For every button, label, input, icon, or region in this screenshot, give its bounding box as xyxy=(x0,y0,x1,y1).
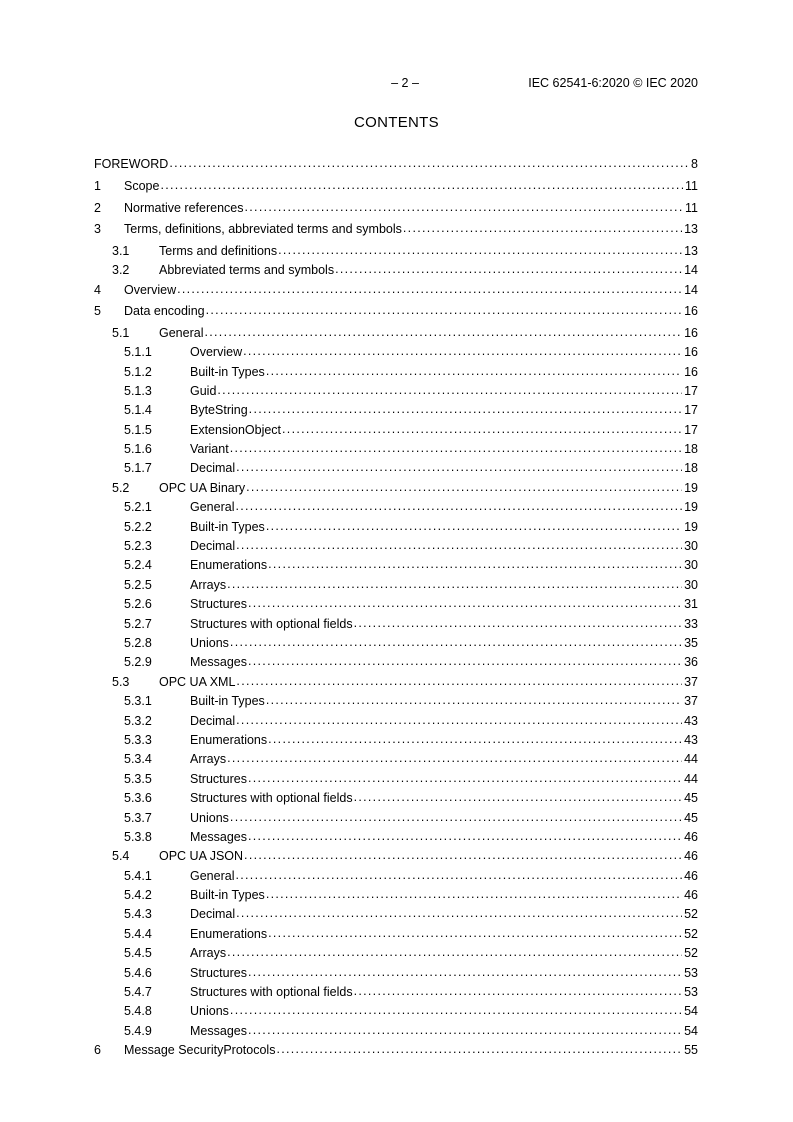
toc-entry-title: Scope xyxy=(124,179,160,193)
toc-entry[interactable] xyxy=(94,907,698,926)
toc-entry-title: Structures xyxy=(190,965,247,980)
dot-leader xyxy=(235,868,682,882)
toc-entry[interactable] xyxy=(94,263,698,282)
toc-entry-page: 36 xyxy=(684,655,698,670)
toc-entry-number: 5.4 xyxy=(112,849,130,864)
dot-leader xyxy=(268,926,682,940)
toc-entry[interactable] xyxy=(94,927,698,946)
dot-leader xyxy=(230,635,682,649)
toc-entry-number: 5.3.1 xyxy=(124,694,152,709)
dot-leader xyxy=(177,282,682,296)
toc-entry-number: 5.4.2 xyxy=(124,888,152,903)
toc-entry-title: Message SecurityProtocols xyxy=(124,1043,276,1058)
toc-entry-page: 43 xyxy=(684,732,698,747)
dot-leader xyxy=(282,422,682,436)
toc-entry-number: 5.2.5 xyxy=(124,577,152,592)
toc-entry-page: 53 xyxy=(684,965,698,980)
toc-entry-page: 44 xyxy=(684,771,698,786)
toc-entry-number: 5 xyxy=(94,304,101,319)
dot-leader xyxy=(230,441,682,455)
toc-entry-number: 1 xyxy=(94,179,101,193)
toc-entry-page: 37 xyxy=(684,694,698,709)
toc-entry-number: 5.1.4 xyxy=(124,403,152,418)
dot-leader xyxy=(248,829,682,843)
toc-entry[interactable] xyxy=(94,733,698,752)
dot-leader xyxy=(354,984,683,998)
toc-entry-number: 5.1.6 xyxy=(124,442,152,457)
toc-entry-number: 5.2.6 xyxy=(124,597,152,612)
toc-entry-title: Built-in Types xyxy=(190,364,265,379)
toc-entry-page: 16 xyxy=(684,345,698,360)
toc-entry-number: 5.2.3 xyxy=(124,539,152,554)
toc-entry-page: 19 xyxy=(684,480,698,495)
toc-entry-page: 18 xyxy=(684,442,698,457)
toc-entry-number: 5.1.2 xyxy=(124,364,152,379)
toc-entry-page: 11 xyxy=(685,179,698,193)
toc-entry-number: 5.4.3 xyxy=(124,907,152,922)
table-of-contents xyxy=(94,157,698,1065)
toc-entry-page: 30 xyxy=(684,558,698,573)
toc-entry-number: 5.3.5 xyxy=(124,771,152,786)
toc-entry[interactable] xyxy=(94,655,698,674)
toc-entry-number: 5.4.4 xyxy=(124,926,152,941)
toc-entry-number: 5.1.7 xyxy=(124,461,152,476)
toc-entry-page: 46 xyxy=(684,888,698,903)
toc-entry-page: 14 xyxy=(684,282,698,297)
toc-entry-title: Terms, definitions, abbreviated terms and symbols xyxy=(124,222,402,237)
toc-entry-number: 3 xyxy=(94,222,101,237)
dot-leader xyxy=(236,538,682,552)
toc-entry-number: 5.3.7 xyxy=(124,810,152,825)
toc-entry[interactable] xyxy=(94,791,698,810)
document-reference: IEC 62541-6:2020 © IEC 2020 xyxy=(528,76,698,90)
toc-entry-page: 17 xyxy=(684,403,698,418)
toc-entry[interactable] xyxy=(94,772,698,791)
toc-entry[interactable] xyxy=(94,326,698,345)
dot-leader xyxy=(268,732,682,746)
toc-entry-page: 45 xyxy=(684,791,698,806)
toc-entry-page: 52 xyxy=(684,907,698,922)
toc-entry[interactable] xyxy=(94,201,698,223)
toc-entry-number: 5.2 xyxy=(112,480,130,495)
toc-entry-number: 5.3.6 xyxy=(124,791,152,806)
dot-leader xyxy=(160,178,683,192)
toc-entry[interactable] xyxy=(94,694,698,713)
dot-leader xyxy=(227,751,682,765)
toc-entry-page: 18 xyxy=(684,461,698,476)
toc-entry-title: Built-in Types xyxy=(190,888,265,903)
toc-entry[interactable] xyxy=(94,283,698,305)
toc-entry-page: 19 xyxy=(684,519,698,534)
dot-leader xyxy=(236,906,682,920)
dot-leader xyxy=(246,480,682,494)
toc-entry-number: 4 xyxy=(94,282,101,297)
toc-entry-title: Enumerations xyxy=(190,926,268,941)
toc-entry-title: Arrays xyxy=(190,577,227,592)
toc-entry-title: Decimal xyxy=(190,713,236,728)
toc-entry[interactable] xyxy=(94,384,698,403)
dot-leader xyxy=(169,156,689,170)
dot-leader xyxy=(236,460,682,474)
toc-entry-page: 31 xyxy=(684,597,698,612)
toc-entry-title: Terms and definitions xyxy=(159,243,278,258)
dot-leader xyxy=(235,499,682,513)
toc-entry-title: FOREWORD xyxy=(94,157,169,171)
dot-leader xyxy=(248,771,682,785)
dot-leader xyxy=(244,848,682,862)
toc-entry-number: 5.3.3 xyxy=(124,732,152,747)
dot-leader xyxy=(266,693,682,707)
toc-entry-page: 46 xyxy=(684,829,698,844)
toc-entry-title: Unions xyxy=(190,636,229,650)
toc-entry-title: Decimal xyxy=(190,539,236,554)
dot-leader xyxy=(266,519,682,533)
dot-leader xyxy=(354,616,683,630)
toc-entry-page: 52 xyxy=(684,946,698,961)
toc-entry-number: 5.4.6 xyxy=(124,965,152,980)
toc-entry-page: 17 xyxy=(684,422,698,437)
toc-entry[interactable] xyxy=(94,304,698,326)
toc-entry-title: Structures with optional fields xyxy=(190,616,353,631)
toc-entry-title: Structures xyxy=(190,597,247,612)
toc-entry-title: ByteString xyxy=(190,403,248,418)
page-number: – 2 – xyxy=(391,76,419,90)
toc-entry-number: 5.1.5 xyxy=(124,422,152,437)
toc-entry[interactable] xyxy=(94,558,698,577)
dot-leader xyxy=(266,364,682,378)
toc-entry[interactable] xyxy=(94,1024,698,1043)
toc-entry-number: 5.1.3 xyxy=(124,383,152,398)
toc-entry[interactable] xyxy=(94,946,698,965)
toc-entry-title: Data encoding xyxy=(124,304,205,319)
toc-entry[interactable] xyxy=(94,1004,698,1023)
dot-leader xyxy=(243,344,682,358)
toc-entry-page: 53 xyxy=(684,985,698,1000)
toc-entry-page: 11 xyxy=(685,200,698,215)
toc-entry[interactable] xyxy=(94,675,698,694)
toc-entry-page: 19 xyxy=(684,500,698,515)
dot-leader xyxy=(276,1042,682,1056)
toc-entry-title: OPC UA JSON xyxy=(159,849,244,864)
dot-leader xyxy=(230,810,682,824)
toc-entry-page: 16 xyxy=(684,304,698,319)
toc-entry-number: 5.2.9 xyxy=(124,655,152,670)
toc-entry-page: 14 xyxy=(684,263,698,278)
toc-entry[interactable] xyxy=(94,222,698,244)
toc-entry-number: 5.1.1 xyxy=(124,345,152,360)
toc-entry-page: 37 xyxy=(684,674,698,689)
toc-entry-title: General xyxy=(190,868,235,883)
toc-entry[interactable] xyxy=(94,985,698,1004)
dot-leader xyxy=(248,965,682,979)
toc-entry[interactable] xyxy=(94,1043,698,1065)
toc-entry-page: 16 xyxy=(684,364,698,379)
dot-leader xyxy=(236,713,682,727)
toc-entry-page: 16 xyxy=(684,325,698,340)
toc-entry[interactable] xyxy=(94,461,698,480)
toc-entry[interactable] xyxy=(94,597,698,616)
toc-entry[interactable] xyxy=(94,365,698,384)
toc-entry[interactable] xyxy=(94,500,698,519)
toc-entry-number: 5.3 xyxy=(112,674,130,689)
toc-entry-title: Messages xyxy=(190,655,247,670)
toc-entry-title: Enumerations xyxy=(190,558,268,573)
toc-entry-title: Decimal xyxy=(190,907,236,922)
dot-leader xyxy=(206,303,682,317)
toc-entry-title: Unions xyxy=(190,1004,229,1019)
toc-entry[interactable] xyxy=(94,481,698,500)
page-header xyxy=(0,76,793,92)
toc-entry-title: Built-in Types xyxy=(190,694,265,709)
toc-entry-title: OPC UA Binary xyxy=(159,480,246,495)
toc-entry-title: General xyxy=(159,325,204,340)
toc-entry-page: 55 xyxy=(684,1043,698,1058)
dot-leader xyxy=(248,1023,682,1037)
toc-entry-title: OPC UA XML xyxy=(159,674,236,689)
toc-entry-title: Overview xyxy=(190,345,243,360)
toc-entry-page: 46 xyxy=(684,849,698,864)
contents-title: CONTENTS xyxy=(354,114,439,131)
toc-entry-number: 5.3.8 xyxy=(124,829,152,844)
toc-entry-page: 13 xyxy=(684,243,698,258)
dot-leader xyxy=(268,557,682,571)
toc-entry-number: 3.1 xyxy=(112,243,130,258)
toc-entry-page: 45 xyxy=(684,810,698,825)
toc-entry-page: 17 xyxy=(684,383,698,398)
dot-leader xyxy=(266,887,682,901)
toc-entry-page: 30 xyxy=(684,539,698,554)
toc-entry[interactable] xyxy=(94,442,698,461)
toc-entry[interactable] xyxy=(94,869,698,888)
toc-entry-page: 35 xyxy=(684,636,698,650)
toc-entry[interactable] xyxy=(94,849,698,868)
toc-entry-number: 2 xyxy=(94,200,101,215)
toc-entry-page: 8 xyxy=(691,157,698,171)
toc-entry-title: Guid xyxy=(190,383,217,398)
toc-entry-title: Messages xyxy=(190,829,247,844)
dot-leader xyxy=(403,221,682,235)
toc-entry[interactable] xyxy=(94,403,698,422)
toc-entry-title: Normative references xyxy=(124,200,244,215)
toc-entry-page: 44 xyxy=(684,752,698,767)
toc-entry[interactable] xyxy=(94,752,698,771)
toc-entry-title: Built-in Types xyxy=(190,519,265,534)
toc-entry[interactable] xyxy=(94,888,698,907)
dot-leader xyxy=(278,243,682,257)
dot-leader xyxy=(354,790,683,804)
toc-entry-number: 5.4.8 xyxy=(124,1004,152,1019)
toc-entry-page: 33 xyxy=(684,616,698,631)
toc-entry-title: Overview xyxy=(124,282,177,297)
toc-entry-title: Messages xyxy=(190,1023,247,1038)
toc-entry-title: Enumerations xyxy=(190,732,268,747)
toc-entry[interactable] xyxy=(94,578,698,597)
toc-entry-page: 54 xyxy=(684,1004,698,1019)
dot-leader xyxy=(204,325,682,339)
dot-leader xyxy=(335,262,682,276)
toc-entry-title: Structures with optional fields xyxy=(190,985,353,1000)
dot-leader xyxy=(248,596,682,610)
toc-entry-number: 5.2.2 xyxy=(124,519,152,534)
toc-entry-page: 43 xyxy=(684,713,698,728)
toc-entry[interactable] xyxy=(94,157,698,179)
toc-entry-number: 5.4.5 xyxy=(124,946,152,961)
toc-entry[interactable] xyxy=(94,714,698,733)
toc-entry[interactable] xyxy=(94,179,698,201)
toc-entry-page: 13 xyxy=(684,222,698,237)
dot-leader xyxy=(227,577,682,591)
toc-entry-number: 5.1 xyxy=(112,325,130,340)
toc-entry-title: Decimal xyxy=(190,461,236,476)
toc-entry-page: 52 xyxy=(684,926,698,941)
toc-entry[interactable] xyxy=(94,520,698,539)
dot-leader xyxy=(236,674,682,688)
toc-entry-number: 5.3.4 xyxy=(124,752,152,767)
toc-entry-number: 5.2.8 xyxy=(124,636,152,650)
toc-entry-title: Variant xyxy=(190,442,229,457)
dot-leader xyxy=(249,402,682,416)
toc-entry-page: 30 xyxy=(684,577,698,592)
toc-entry[interactable] xyxy=(94,244,698,263)
toc-entry-title: ExtensionObject xyxy=(190,422,282,437)
toc-entry-number: 5.4.7 xyxy=(124,985,152,1000)
toc-entry-number: 5.4.9 xyxy=(124,1023,152,1038)
toc-entry-page: 46 xyxy=(684,868,698,883)
toc-entry-number: 5.2.7 xyxy=(124,616,152,631)
toc-entry[interactable] xyxy=(94,423,698,442)
toc-entry[interactable] xyxy=(94,636,698,655)
toc-entry-page: 54 xyxy=(684,1023,698,1038)
toc-entry-title: Arrays xyxy=(190,752,227,767)
dot-leader xyxy=(230,1003,682,1017)
toc-entry[interactable] xyxy=(94,539,698,558)
toc-entry-number: 5.2.1 xyxy=(124,500,152,515)
toc-entry-title: Unions xyxy=(190,810,229,825)
toc-entry-title: Structures with optional fields xyxy=(190,791,353,806)
dot-leader xyxy=(227,945,682,959)
dot-leader xyxy=(248,654,682,668)
toc-entry-number: 5.4.1 xyxy=(124,868,152,883)
toc-entry-title: Structures xyxy=(190,771,247,786)
toc-entry-title: Abbreviated terms and symbols xyxy=(159,263,335,278)
toc-entry-number: 6 xyxy=(94,1043,101,1058)
dot-leader xyxy=(245,200,684,214)
toc-entry-number: 3.2 xyxy=(112,263,130,278)
toc-entry[interactable] xyxy=(94,617,698,636)
toc-entry-number: 5.3.2 xyxy=(124,713,152,728)
toc-entry[interactable] xyxy=(94,966,698,985)
toc-entry-title: General xyxy=(190,500,235,515)
toc-entry[interactable] xyxy=(94,830,698,849)
dot-leader xyxy=(217,383,682,397)
toc-entry-number: 5.2.4 xyxy=(124,558,152,573)
toc-entry[interactable] xyxy=(94,345,698,364)
toc-entry-title: Arrays xyxy=(190,946,227,961)
toc-entry[interactable] xyxy=(94,811,698,830)
